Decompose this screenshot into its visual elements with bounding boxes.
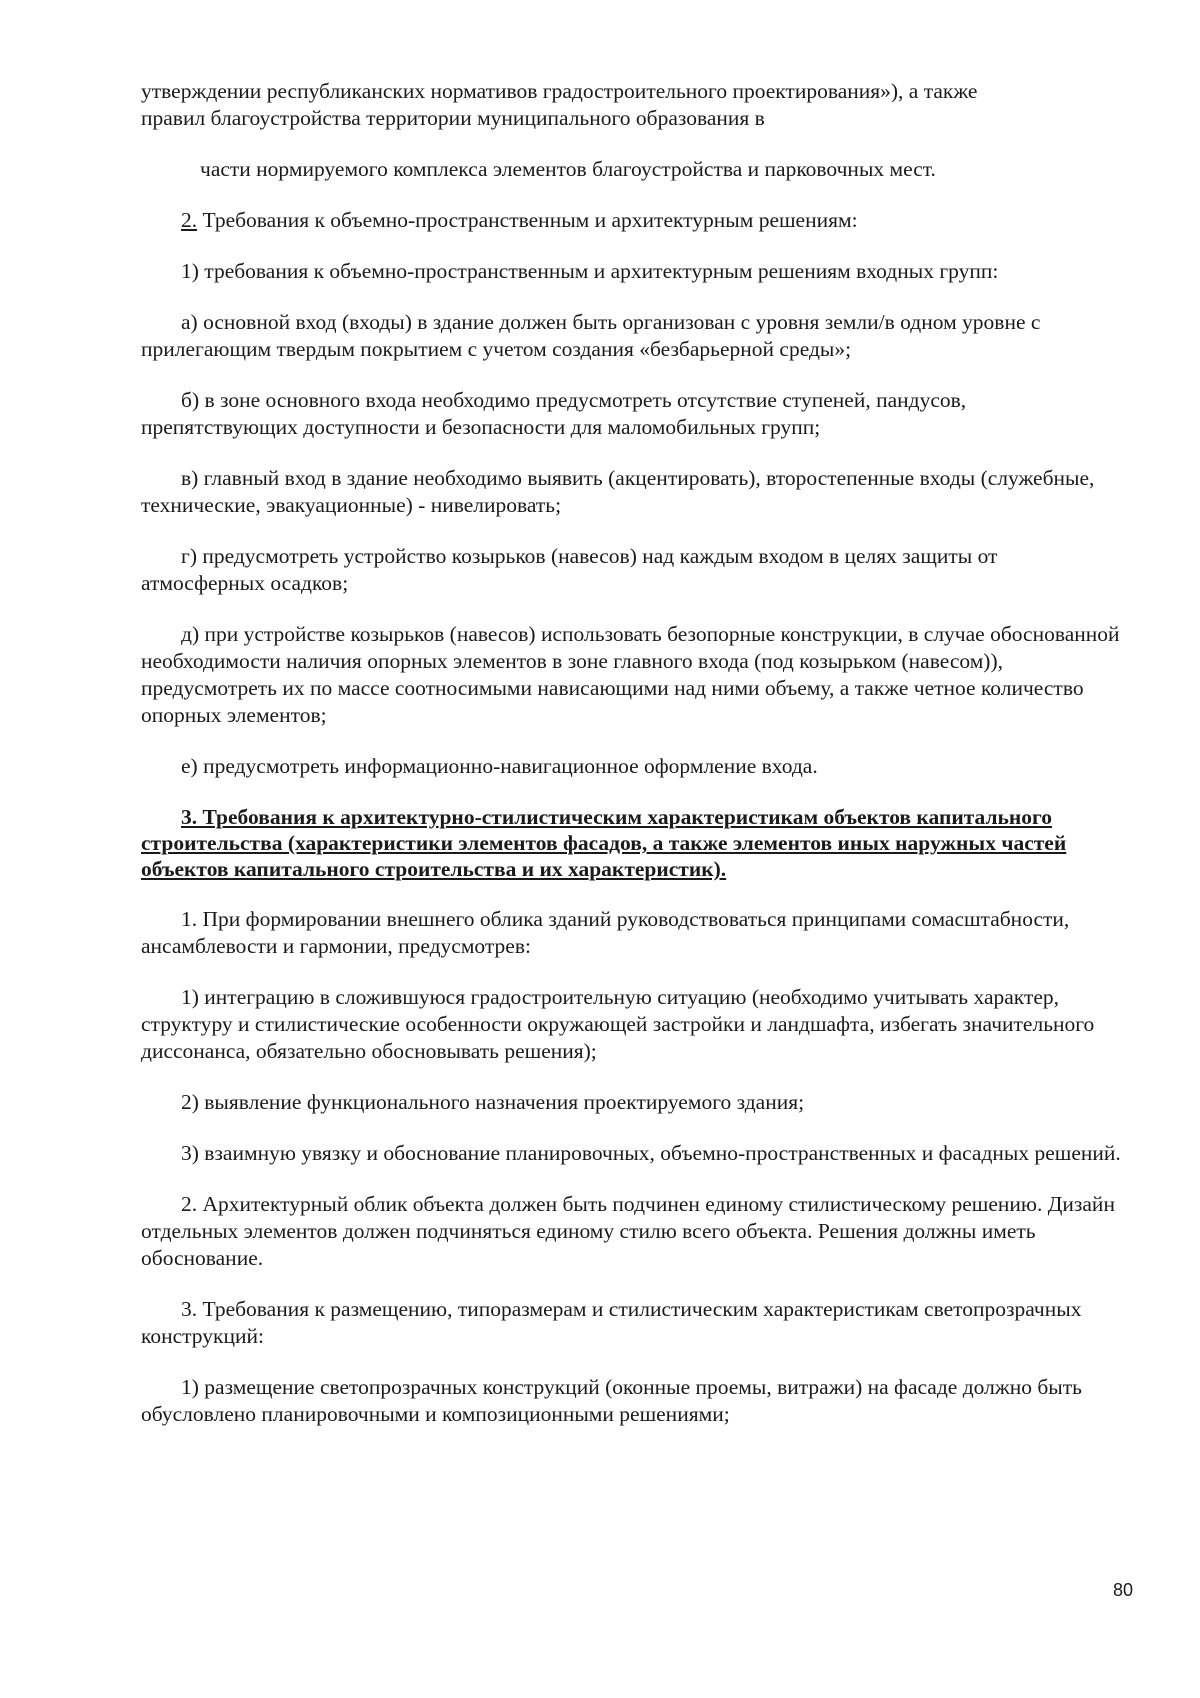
section-2-title-text: Требования к объемно-пространственным и архитектурным решениям: [197, 208, 858, 232]
document-page [141, 78, 1121, 1452]
section-2-item-d: д) при устройстве козырьков (навесов) использовать безопорные конструкции, в случае обоснованной необходимости наличия опорных элементов в зоне главного входа (под козырьком (навесом)), предусмотреть их по массе соотносимыми нависающими над ними объему, а также четное количество опорных элементов; [141, 622, 1120, 727]
section-3-item-3-subitem-1: 1) размещение светопрозрачных конструкций (оконные проемы, витражи) на фасаде должно быть обусловлено планировочными и композиционными решениями; [141, 1375, 1082, 1426]
intro-paragraph [141, 78, 1121, 132]
section-3-item-3: 3. Требования к размещению, типоразмерам и стилистическим характеристикам светопрозрачных конструкций: [141, 1297, 1082, 1348]
page-number: 80 [1113, 1580, 1134, 1600]
section-3-item-2: 2. Архитектурный облик объекта должен быть подчинен единому стилистическому решению. Дизайн отдельных элементов должен подчиняться единому стилю всего объекта. Решения должны иметь обоснование. [141, 1192, 1115, 1270]
section-2-item-1: 1) требования к объемно-пространственным и архитектурным решениям входных групп: [181, 259, 999, 283]
section-2-title [141, 207, 1121, 234]
section-2-number: 2. [181, 208, 198, 232]
section-3-item-1: 1. При формировании внешнего облика зданий руководствоваться принципами сомасштабности, ансамблевости и гармонии, предусмотрев: [141, 907, 1070, 958]
intro-continuation: части нормируемого комплекса элементов благоустройства и парковочных мест. [200, 157, 936, 181]
section-3-subitem-1: 1) интеграцию в сложившуюся градостроительную ситуацию (необходимо учитывать характер, структуру и стилистические особенности окружающей застройки и ландшафта, избегать значительного диссонанса, обязательно обосновывать решения); [141, 985, 1095, 1063]
section-2-item-a: а) основной вход (входы) в здание должен быть организован с уровня земли/в одном уровне с прилегающим твердым покрытием с учетом создания «безбарьерной среды»; [141, 310, 1041, 361]
intro-line-1: утверждении республиканских нормативов градостроительного проектирования»), а также [141, 79, 978, 103]
section-2-item-b: б) в зоне основного входа необходимо предусмотреть отсутствие ступеней, пандусов, препятствующих доступности и безопасности для маломобильных групп; [141, 388, 967, 439]
section-3-subitem-3: 3) взаимную увязку и обоснование планировочных, объемно-пространственных и фасадных решений. [181, 1141, 1121, 1165]
section-3-heading: 3. Требования к архитектурно-стилистическим характеристикам объектов капитального строительства (характеристики элементов фасадов, а также элементов иных наружных частей объектов капитального строительства и их характеристик). [141, 805, 1067, 881]
section-3-subitem-2: 2) выявление функционального назначения проектируемого здания; [181, 1090, 805, 1114]
section-2-item-v: в) главный вход в здание необходимо выявить (акцентировать), второстепенные входы (служебные, технические, эвакуационные) - нивелировать; [141, 466, 1095, 517]
section-2-item-g: г) предусмотреть устройство козырьков (навесов) над каждым входом в целях защиты от атмосферных осадков; [141, 544, 998, 595]
section-2-item-e: е) предусмотреть информационно-навигационное оформление входа. [181, 754, 818, 778]
intro-line-2: правил благоустройства территории муниципального образования в [141, 106, 765, 130]
